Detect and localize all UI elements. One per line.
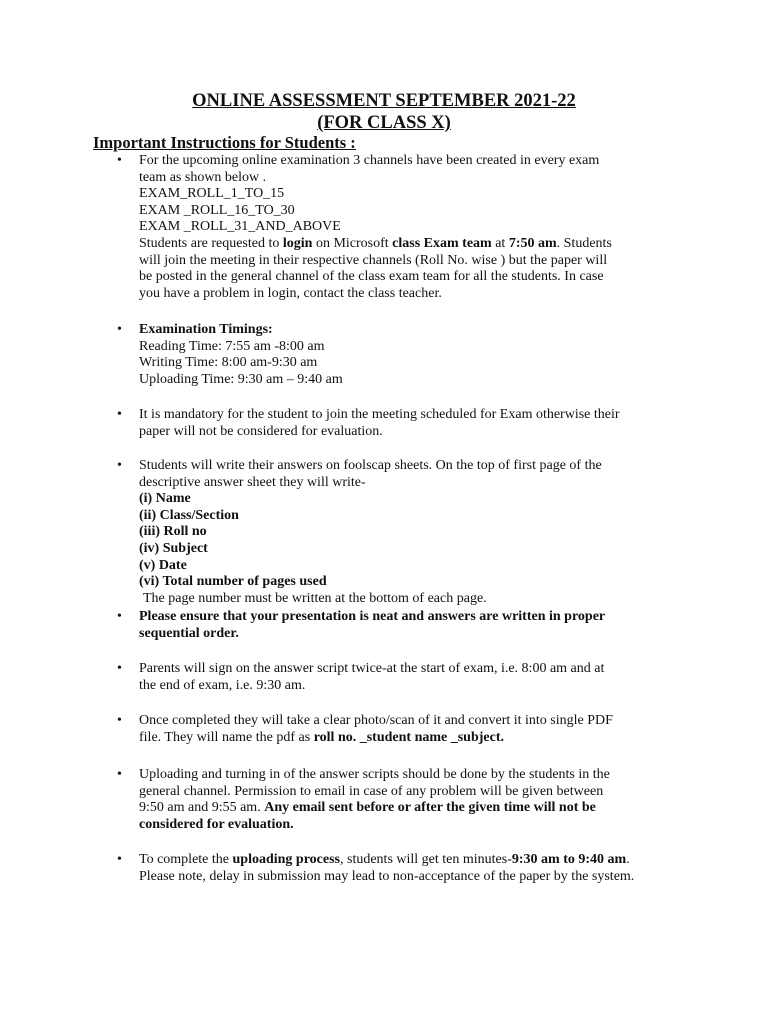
text-line: For the upcoming online examination 3 channels have been created in every exam	[139, 153, 600, 168]
text-line: will join the meeting in their respective channels (Roll No. wise ) but the paper will	[139, 252, 608, 268]
bullet-icon: •	[117, 661, 122, 676]
text-line: To complete the uploading process, students will get ten minutes-9:30 am to 9:40 am.	[139, 852, 630, 867]
instructions-heading: Important Instructions for Students :	[93, 133, 356, 152]
text-line: Uploading Time: 9:30 am – 9:40 am	[139, 371, 343, 387]
channel-name: EXAM_ROLL_1_TO_15	[139, 186, 285, 202]
text-line: Reading Time: 7:55 am -8:00 am	[139, 338, 325, 354]
list-item-text	[139, 767, 679, 833]
text-line: Writing Time: 8:00 am-9:30 am	[139, 355, 318, 371]
text-line: Students will write their answers on foolscap sheets. On the top of first page of the	[139, 458, 602, 473]
text-line: It is mandatory for the student to join the meeting scheduled for Exam otherwise their	[139, 407, 620, 422]
list-item-text	[139, 852, 679, 885]
bullet-icon: •	[117, 153, 122, 168]
bullet-icon: •	[117, 407, 122, 422]
text-line: Uploading and turning in of the answer scripts should be done by the students in the	[139, 767, 610, 782]
bullet-icon: •	[117, 713, 122, 728]
document-subtitle: (FOR CLASS X)	[317, 113, 451, 133]
text-line: sequential order.	[139, 625, 239, 641]
sheet-field: (iii) Roll no	[139, 524, 207, 540]
text-line: Students are requested to login on Microsoft class Exam team at 7:50 am. Students	[139, 235, 612, 251]
sheet-field: (ii) Class/Section	[139, 507, 239, 523]
text-line: team as shown below .	[139, 169, 267, 185]
list-item-text	[139, 458, 679, 607]
text-line: Please ensure that your presentation is neat and answers are written in proper	[139, 609, 606, 624]
sheet-field: (vi) Total number of pages used	[139, 574, 327, 590]
text-line: Please note, delay in submission may lead to non-acceptance of the paper by the system.	[139, 868, 635, 884]
document-title: ONLINE ASSESSMENT SEPTEMBER 2021-22	[192, 91, 576, 111]
text-line: The page number must be written at the bottom of each page.	[143, 590, 487, 606]
text-line: you have a problem in login, contact the class teacher.	[139, 285, 442, 301]
text-line: general channel. Permission to email in case of any problem will be given between	[139, 783, 604, 799]
list-item-text	[139, 609, 679, 642]
list-item-text	[139, 661, 679, 694]
text-line: Parents will sign on the answer script twice-at the start of exam, i.e. 8:00 am and at	[139, 661, 605, 676]
text-line: descriptive answer sheet they will write-	[139, 474, 366, 490]
list-item-text	[139, 153, 679, 302]
channel-name: EXAM _ROLL_16_TO_30	[139, 202, 295, 218]
list-item-text	[139, 322, 679, 388]
text-line: Once completed they will take a clear photo/scan of it and convert it into single PDF	[139, 713, 613, 728]
sheet-field: (iv) Subject	[139, 540, 208, 556]
timings-heading: Examination Timings:	[139, 322, 273, 337]
bullet-icon: •	[117, 609, 122, 624]
sheet-field: (v) Date	[139, 557, 187, 573]
bullet-icon: •	[117, 852, 122, 867]
channel-name: EXAM _ROLL_31_AND_ABOVE	[139, 219, 341, 235]
text-line: considered for evaluation.	[139, 816, 294, 832]
list-item-text	[139, 407, 679, 440]
text-line: file. They will name the pdf as roll no. _student name _subject.	[139, 729, 505, 745]
list-item-text	[139, 713, 679, 746]
bullet-icon: •	[117, 322, 122, 337]
bullet-icon: •	[117, 767, 122, 782]
text-line: paper will not be considered for evaluation.	[139, 423, 383, 439]
bullet-icon: •	[117, 458, 122, 473]
text-line: 9:50 am and 9:55 am. Any email sent before or after the given time will not be	[139, 800, 596, 816]
text-line: be posted in the general channel of the class exam team for all the students. In case	[139, 269, 604, 285]
text-line: the end of exam, i.e. 9:30 am.	[139, 677, 306, 693]
sheet-field: (i) Name	[139, 491, 191, 507]
